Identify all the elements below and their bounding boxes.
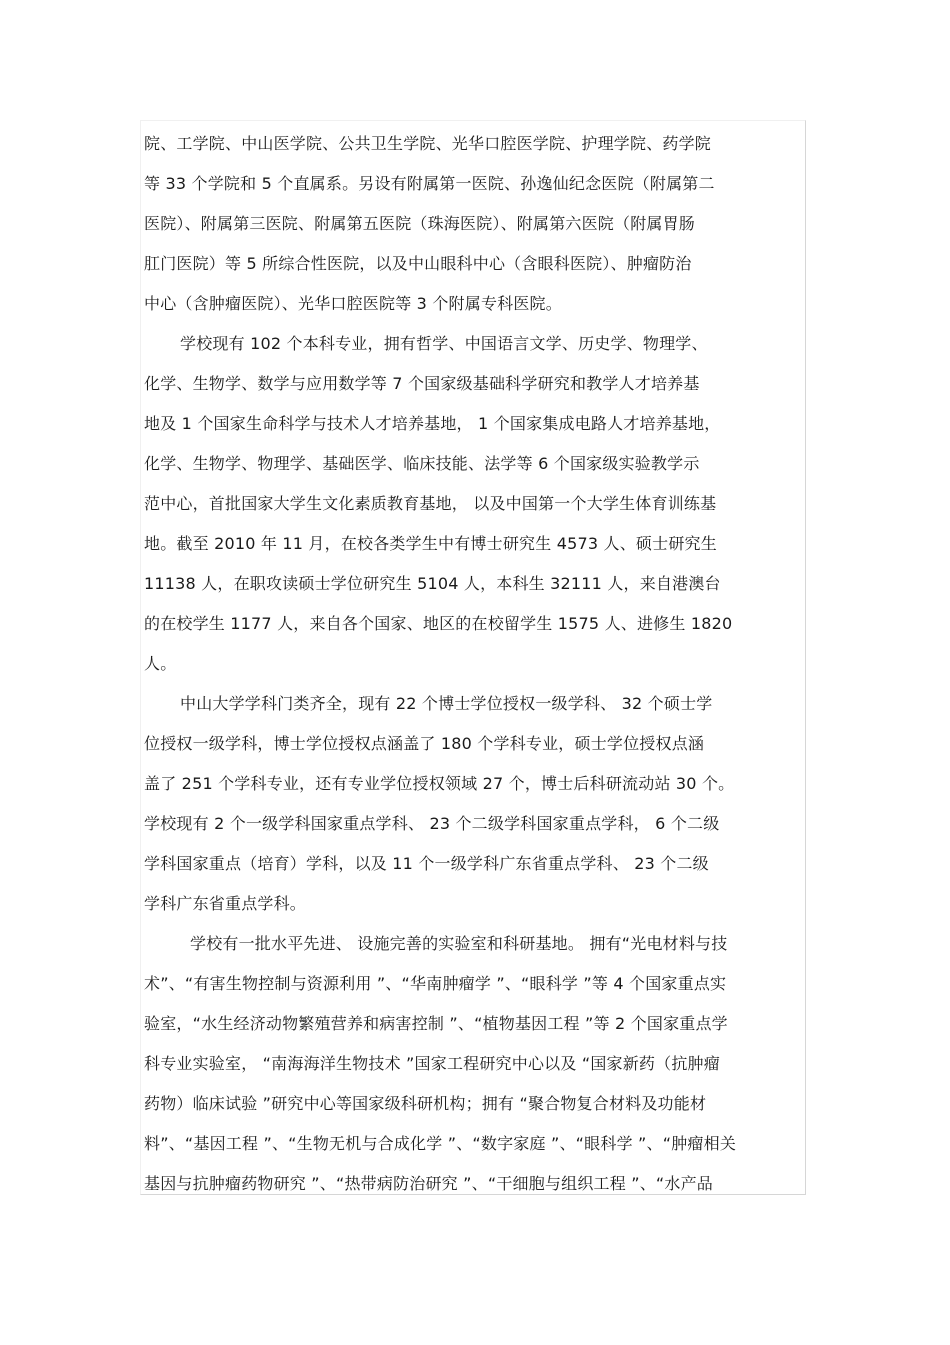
text-line: 盖了 251 个学科专业，还有专业学位授权领域 27 个，博士后科研流动站 30 个。 <box>144 774 735 793</box>
text-line: 医院）、附属第三医院、附属第五医院（珠海医院）、附属第六医院（附属胃肠 <box>144 214 696 233</box>
text-line: 人。 <box>144 654 177 673</box>
paragraph-start-line: 学校现有 102 个本科专业，拥有哲学、中国语言文学、历史学、物理学、 <box>180 334 708 353</box>
text-line: 科专业实验室， “南海海洋生物技术 ”国家工程研究中心以及 “国家新药（抗肿瘤 <box>144 1054 720 1073</box>
text-line: 验室，“水生经济动物繁殖营养和病害控制 ”、“植物基因工程 ”等 2 个国家重点学 <box>144 1014 728 1033</box>
text-line: 位授权一级学科，博士学位授权点涵盖了 180 个学科专业，硕士学位授权点涵 <box>144 734 705 753</box>
paragraph-start-line: 中山大学学科门类齐全，现有 22 个博士学位授权一级学科、 32 个硕士学 <box>180 694 713 713</box>
text-line: 术”、“有害生物控制与资源利用 ”、“华南肿瘤学 ”、“眼科学 ”等 4 个国家重点实 <box>144 974 727 993</box>
text-line: 学校现有 2 个一级学科国家重点学科、 23 个二级学科国家重点学科， 6 个二级 <box>144 814 720 833</box>
text-line: 学科国家重点（培育）学科，以及 11 个一级学科广东省重点学科、 23 个二级 <box>144 854 709 873</box>
text-line: 化学、生物学、物理学、基础医学、临床技能、法学等 6 个国家级实验教学示 <box>144 454 700 473</box>
text-line: 肛门医院）等 5 所综合性医院，以及中山眼科中心（含眼科医院）、肿瘤防治 <box>144 254 692 273</box>
text-line: 范中心，首批国家大学生文化素质教育基地， 以及中国第一个大学生体育训练基 <box>144 494 717 513</box>
text-line: 化学、生物学、数学与应用数学等 7 个国家级基础科学研究和教学人才培养基 <box>144 374 700 393</box>
text-line: 院、工学院、中山医学院、公共卫生学院、光华口腔医学院、护理学院、药学院 <box>144 134 712 153</box>
text-line: 中心（含肿瘤医院）、光华口腔医院等 3 个附属专科医院。 <box>144 294 562 313</box>
text-line: 地及 1 个国家生命科学与技术人才培养基地， 1 个国家集成电路人才培养基地， <box>144 414 721 433</box>
text-line: 料”、“基因工程 ”、“生物无机与合成化学 ”、“数字家庭 ”、“眼科学 ”、“肿瘤相关 <box>144 1134 737 1153</box>
document-body <box>144 124 808 1204</box>
paragraph-start-line: 学校有一批水平先进、 设施完善的实验室和科研基地。 拥有“光电材料与技 <box>190 934 728 953</box>
text-line: 的在校学生 1177 人，来自各个国家、地区的在校留学生 1575 人、进修生 1820 <box>144 614 733 633</box>
text-line: 学科广东省重点学科。 <box>144 894 307 913</box>
text-line: 药物）临床试验 ”研究中心等国家级科研机构；拥有 “聚合物复合材料及功能材 <box>144 1094 707 1113</box>
text-line: 基因与抗肿瘤药物研究 ”、“热带病防治研究 ”、“干细胞与组织工程 ”、“水产品 <box>144 1174 713 1193</box>
text-line: 地。截至 2010 年 11 月，在校各类学生中有博士研究生 4573 人、硕士研究生 <box>144 534 717 553</box>
text-line: 11138 人，在职攻读硕士学位研究生 5104 人，本科生 32111 人，来自港澳台 <box>144 574 721 593</box>
text-line: 等 33 个学院和 5 个直属系。另设有附属第一医院、孙逸仙纪念医院（附属第二 <box>144 174 715 193</box>
